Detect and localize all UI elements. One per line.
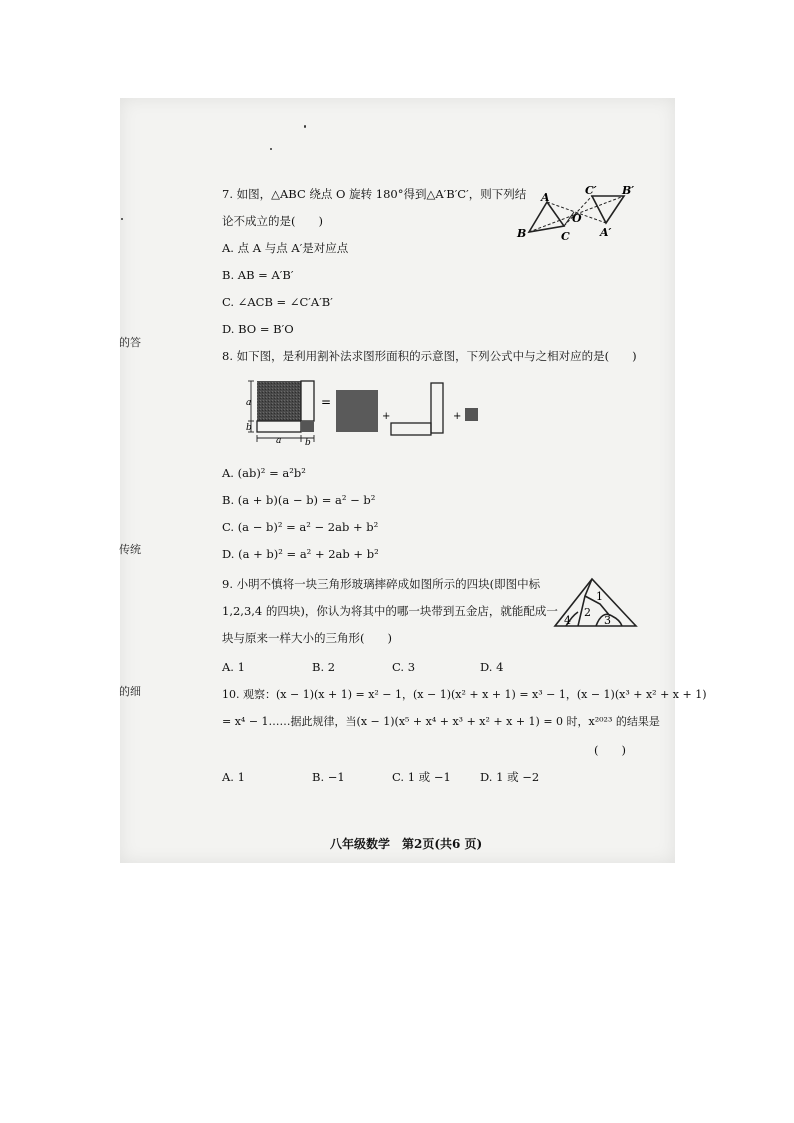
- q7-stem-line2: 论不成立的是( ): [222, 214, 323, 228]
- q7-option-b: B. AB = A′B′: [222, 268, 294, 282]
- q8-option-b: B. (a + b)(a − b) = a² − b²: [222, 493, 376, 507]
- margin-note: 的细: [119, 685, 141, 698]
- q7-label-a: A: [541, 191, 550, 204]
- q8-area-figure: [245, 376, 495, 448]
- q8-label-a-side: a: [246, 398, 252, 408]
- q9-piece-label-4: 4: [564, 614, 571, 627]
- page-footer: 八年级数学 第2页(共6 页): [330, 837, 483, 851]
- q9-stem-line2: 1,2,3,4 的四块)，你认为将其中的哪一块带到五金店，就能配成一: [222, 604, 558, 618]
- q7-stem-line1: 7. 如图，△ABC 绕点 O 旋转 180°得到△A′B′C′，则下列结: [222, 187, 527, 201]
- q9-piece-label-2: 2: [584, 606, 591, 619]
- q9-piece-label-3: 3: [604, 614, 611, 627]
- scan-speck: [304, 125, 306, 128]
- q9-stem-line1: 9. 小明不慎将一块三角形玻璃摔碎成如图所示的四块(即图中标: [222, 577, 541, 591]
- q7-rotation-figure: [512, 182, 642, 244]
- q9-option-a: A. 1: [222, 660, 245, 674]
- q7-option-c: C. ∠ACB = ∠C′A′B′: [222, 295, 333, 309]
- margin-note: 的答: [119, 336, 141, 349]
- q8-option-a: A. (ab)² = a²b²: [222, 466, 306, 480]
- q8-equals-sign: =: [321, 395, 332, 409]
- q10-option-c: C. 1 或 −1: [392, 770, 451, 784]
- q8-label-a-bottom: a: [276, 436, 282, 446]
- margin-note: 传统: [119, 543, 141, 556]
- q10-answer-bracket: ( ): [594, 743, 626, 757]
- q9-stem-line3: 块与原来一样大小的三角形( ): [222, 631, 392, 645]
- q8-label-b-side: b: [246, 423, 252, 433]
- q9-broken-triangle-figure: [552, 576, 640, 632]
- q9-option-d: D. 4: [480, 660, 504, 674]
- q10-stem-line1: 10. 观察：(x − 1)(x + 1) = x² − 1，(x − 1)(x² + x + 1) = x³ − 1，(x − 1)(x³ + x² + x + 1): [222, 688, 707, 701]
- q9-option-c: C. 3: [392, 660, 416, 674]
- q7-option-d: D. BO = B′O: [222, 322, 294, 336]
- q7-label-c-prime: C′: [585, 184, 597, 197]
- scan-speck: [121, 218, 123, 220]
- q10-option-b: B. −1: [312, 770, 345, 784]
- q7-label-b-prime: B′: [622, 184, 635, 197]
- q7-label-o: O: [572, 212, 582, 225]
- q10-stem-line2: = x⁴ − 1……据此规律，当(x − 1)(x⁵ + x⁴ + x³ + x² + x + 1) = 0 时，x²⁰²³ 的结果是: [222, 715, 660, 728]
- q9-option-b: B. 2: [312, 660, 336, 674]
- q10-option-a: A. 1: [222, 770, 245, 784]
- q8-plus-sign: +: [453, 411, 462, 422]
- q8-option-c: C. (a − b)² = a² − 2ab + b²: [222, 520, 379, 534]
- q10-option-d: D. 1 或 −2: [480, 770, 540, 784]
- q8-option-d: D. (a + b)² = a² + 2ab + b²: [222, 547, 379, 561]
- q9-piece-label-1: 1: [596, 590, 603, 603]
- q8-plus-sign: +: [382, 411, 391, 422]
- q7-label-c: C: [561, 230, 570, 243]
- q7-option-a: A. 点 A 与点 A′是对应点: [222, 241, 349, 255]
- q7-label-b: B: [517, 227, 527, 240]
- q8-stem: 8. 如下图，是利用割补法求图形面积的示意图，下列公式中与之相对应的是( ): [222, 349, 637, 363]
- q7-label-a-prime: A′: [600, 226, 612, 239]
- q8-label-b-bottom: b: [305, 438, 311, 448]
- scan-speck: [270, 148, 272, 150]
